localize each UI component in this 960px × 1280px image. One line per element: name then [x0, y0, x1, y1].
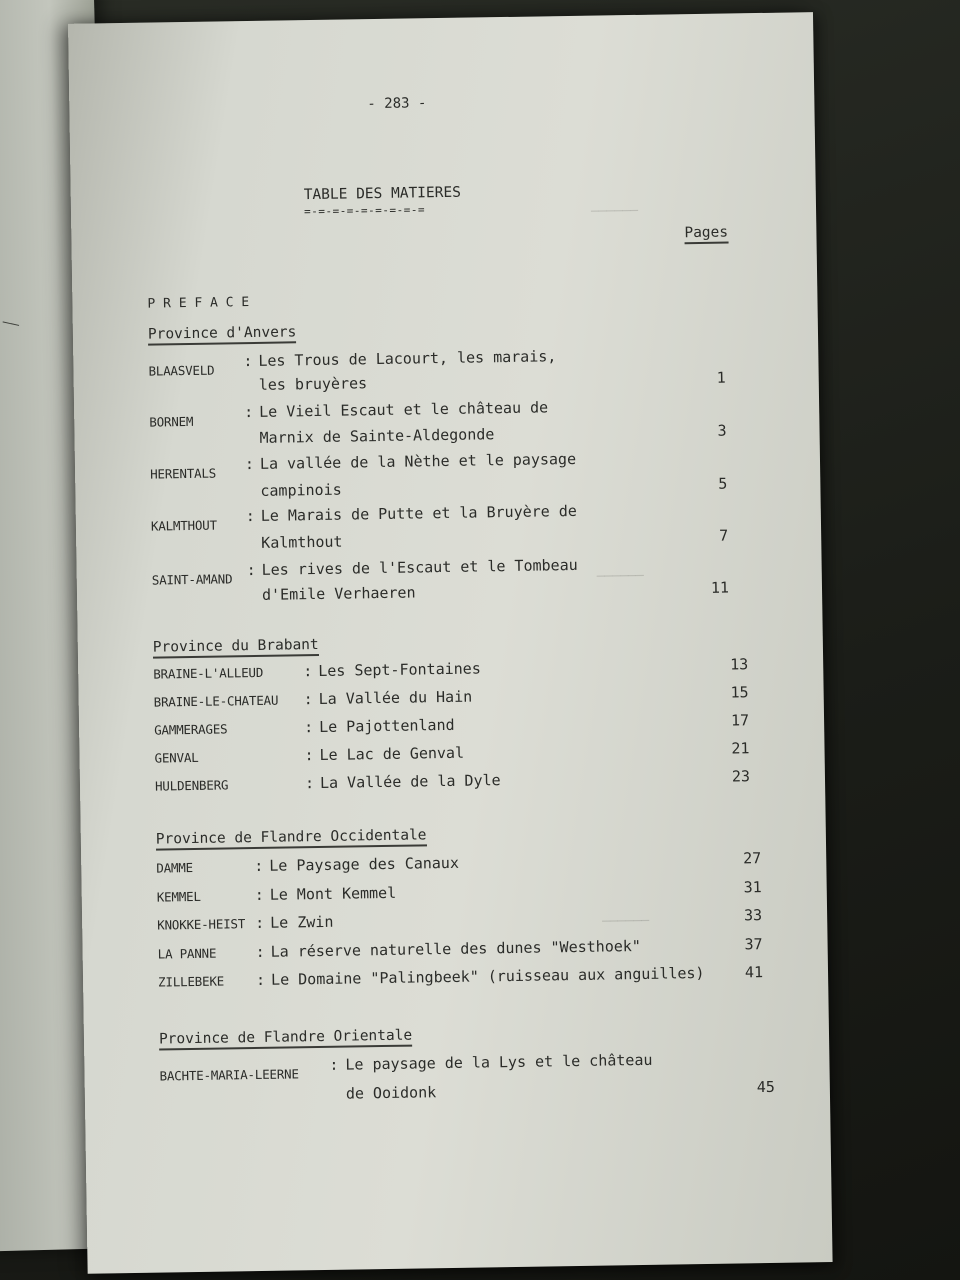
toc-entry-place: BRAINE-LE-CHATEAU [153, 692, 279, 710]
toc-entry-title-line: Le Lac de Genval [319, 743, 465, 764]
toc-entry-title-line: Le Paysage des Canaux [269, 853, 460, 875]
toc-entry-place: KALMTHOUT [150, 517, 217, 534]
toc-entry-page: 31 [743, 878, 762, 897]
toc-entry-page: 23 [731, 767, 751, 786]
toc-entry-title-line: La vallée de la Nèthe et le paysage [259, 449, 577, 473]
section-heading: Province de Flandre Orientale [159, 1029, 412, 1050]
toc-entry-page: 15 [730, 683, 749, 702]
toc-entry-place: BLAASVELD [148, 362, 215, 379]
toc-entry-place: ZILLEBEKE [157, 973, 225, 990]
toc-entry-title-line: campinois [260, 480, 342, 500]
toc-entry-colon: : [244, 454, 255, 474]
section-heading: Province du Brabant [153, 638, 319, 658]
toc-entry-page: 13 [729, 655, 749, 674]
toc-entry-page: 17 [730, 711, 750, 730]
toc-entry-title-line: Les Trous de Lacourt, les marais, [258, 347, 557, 370]
toc-entry-title-line: Le Domaine "Palingbeek" (ruisseau aux anguilles) [270, 963, 705, 989]
toc-entry-colon: : [304, 774, 315, 793]
toc-entry-colon: : [254, 885, 264, 905]
show-through-text: ────── [602, 913, 650, 930]
toc-entry-page: 37 [744, 935, 763, 954]
page-number: - 283 - [367, 95, 427, 113]
toc-entry-colon: : [246, 560, 256, 580]
toc-entry-place: SAINT-AMAND [151, 571, 233, 588]
toc-title: TABLE DES MATIERES [303, 184, 462, 204]
toc-entry-page: 41 [744, 963, 764, 982]
show-through-text: ────── [590, 203, 639, 220]
toc-entry-place: BRAINE-L'ALLEUD [153, 664, 264, 682]
toc-entry-colon: : [255, 942, 265, 962]
toc-entry-title-line: Les Sept-Fontaines [318, 659, 481, 680]
toc-entry-colon: : [304, 746, 314, 765]
toc-entry-colon: : [255, 970, 266, 990]
pages-label: Pages [684, 226, 728, 244]
toc-entry-page: 45 [756, 1077, 775, 1097]
toc-entry-place: KEMMEL [156, 888, 201, 905]
toc-entry-colon: : [303, 662, 313, 681]
toc-entry-page: 3 [717, 421, 727, 440]
toc-entry-page: 7 [718, 526, 729, 545]
toc-entry-colon: : [255, 913, 265, 933]
show-through-text: ────── [596, 568, 644, 585]
toc-entry-place: KNOKKE-HEIST [157, 916, 246, 933]
toc-entry-page: 5 [718, 474, 728, 493]
toc-entry-colon: : [243, 351, 253, 371]
preface-heading: P R E F A C E [147, 295, 250, 312]
toc-entry-place: DAMME [156, 859, 194, 876]
toc-entry-place: GAMMERAGES [154, 721, 228, 738]
toc-entry-place: HERENTALS [150, 465, 217, 482]
toc-entry-colon: : [244, 402, 254, 422]
toc-entry-title-line: Le Mont Kemmel [269, 883, 397, 904]
document-page [68, 12, 833, 1274]
toc-entry-title-line: les bruyères [258, 374, 368, 394]
toc-entry-colon: : [329, 1055, 339, 1074]
toc-entry-colon: : [303, 718, 314, 737]
toc-entry-place: BACHTE-MARIA-LEERNE [159, 1066, 299, 1084]
toc-entry-title-line: de Ooidonk [345, 1083, 437, 1103]
toc-entry-title-line: Marnix de Sainte-Aldegonde [259, 425, 495, 447]
toc-title-rule: =-=-=-=-=-=-=-=-= [303, 203, 426, 219]
toc-entry-title-line: Le Zwin [270, 912, 334, 932]
toc-entry-colon: : [303, 690, 313, 709]
toc-entry-colon: : [245, 506, 255, 526]
section-heading: Province d'Anvers [148, 325, 297, 345]
toc-entry-title-line: Le Vieil Escaut et le château de [259, 398, 549, 421]
toc-entry-place: BORNEM [149, 413, 194, 430]
toc-entry-title-line: Le Pajottenland [318, 715, 455, 736]
toc-entry-page: 11 [710, 578, 730, 597]
toc-entry-title-line: d'Emile Verhaeren [261, 583, 416, 604]
toc-entry-title-line: Le paysage de la Lys et le château [345, 1050, 653, 1074]
facing-page-dash: —— [0, 313, 21, 334]
toc-entry-page: 21 [731, 739, 750, 758]
toc-entry-title-line: Kalmthout [261, 532, 343, 552]
toc-entry-title-line: Le Marais de Putte et la Bruyère de [260, 501, 577, 525]
toc-entry-place: GENVAL [154, 749, 199, 766]
section-heading: Province de Flandre Occidentale [156, 828, 427, 850]
toc-entry-title-line: Les rives de l'Escaut et le Tombeau [261, 555, 578, 579]
toc-entry-place: HULDENBERG [154, 777, 229, 794]
toc-entry-page: 33 [743, 906, 763, 925]
toc-entry-title-line: La Vallée de la Dyle [319, 771, 501, 792]
toc-entry-title-line: La Vallée du Hain [318, 687, 473, 708]
toc-entry-place: LA PANNE [157, 945, 217, 962]
toc-entry-page: 27 [743, 849, 762, 868]
toc-entry-page: 1 [716, 368, 726, 387]
toc-entry-colon: : [254, 856, 264, 876]
toc-entry-title-line: La réserve naturelle des dunes "Westhoek" [270, 936, 642, 961]
